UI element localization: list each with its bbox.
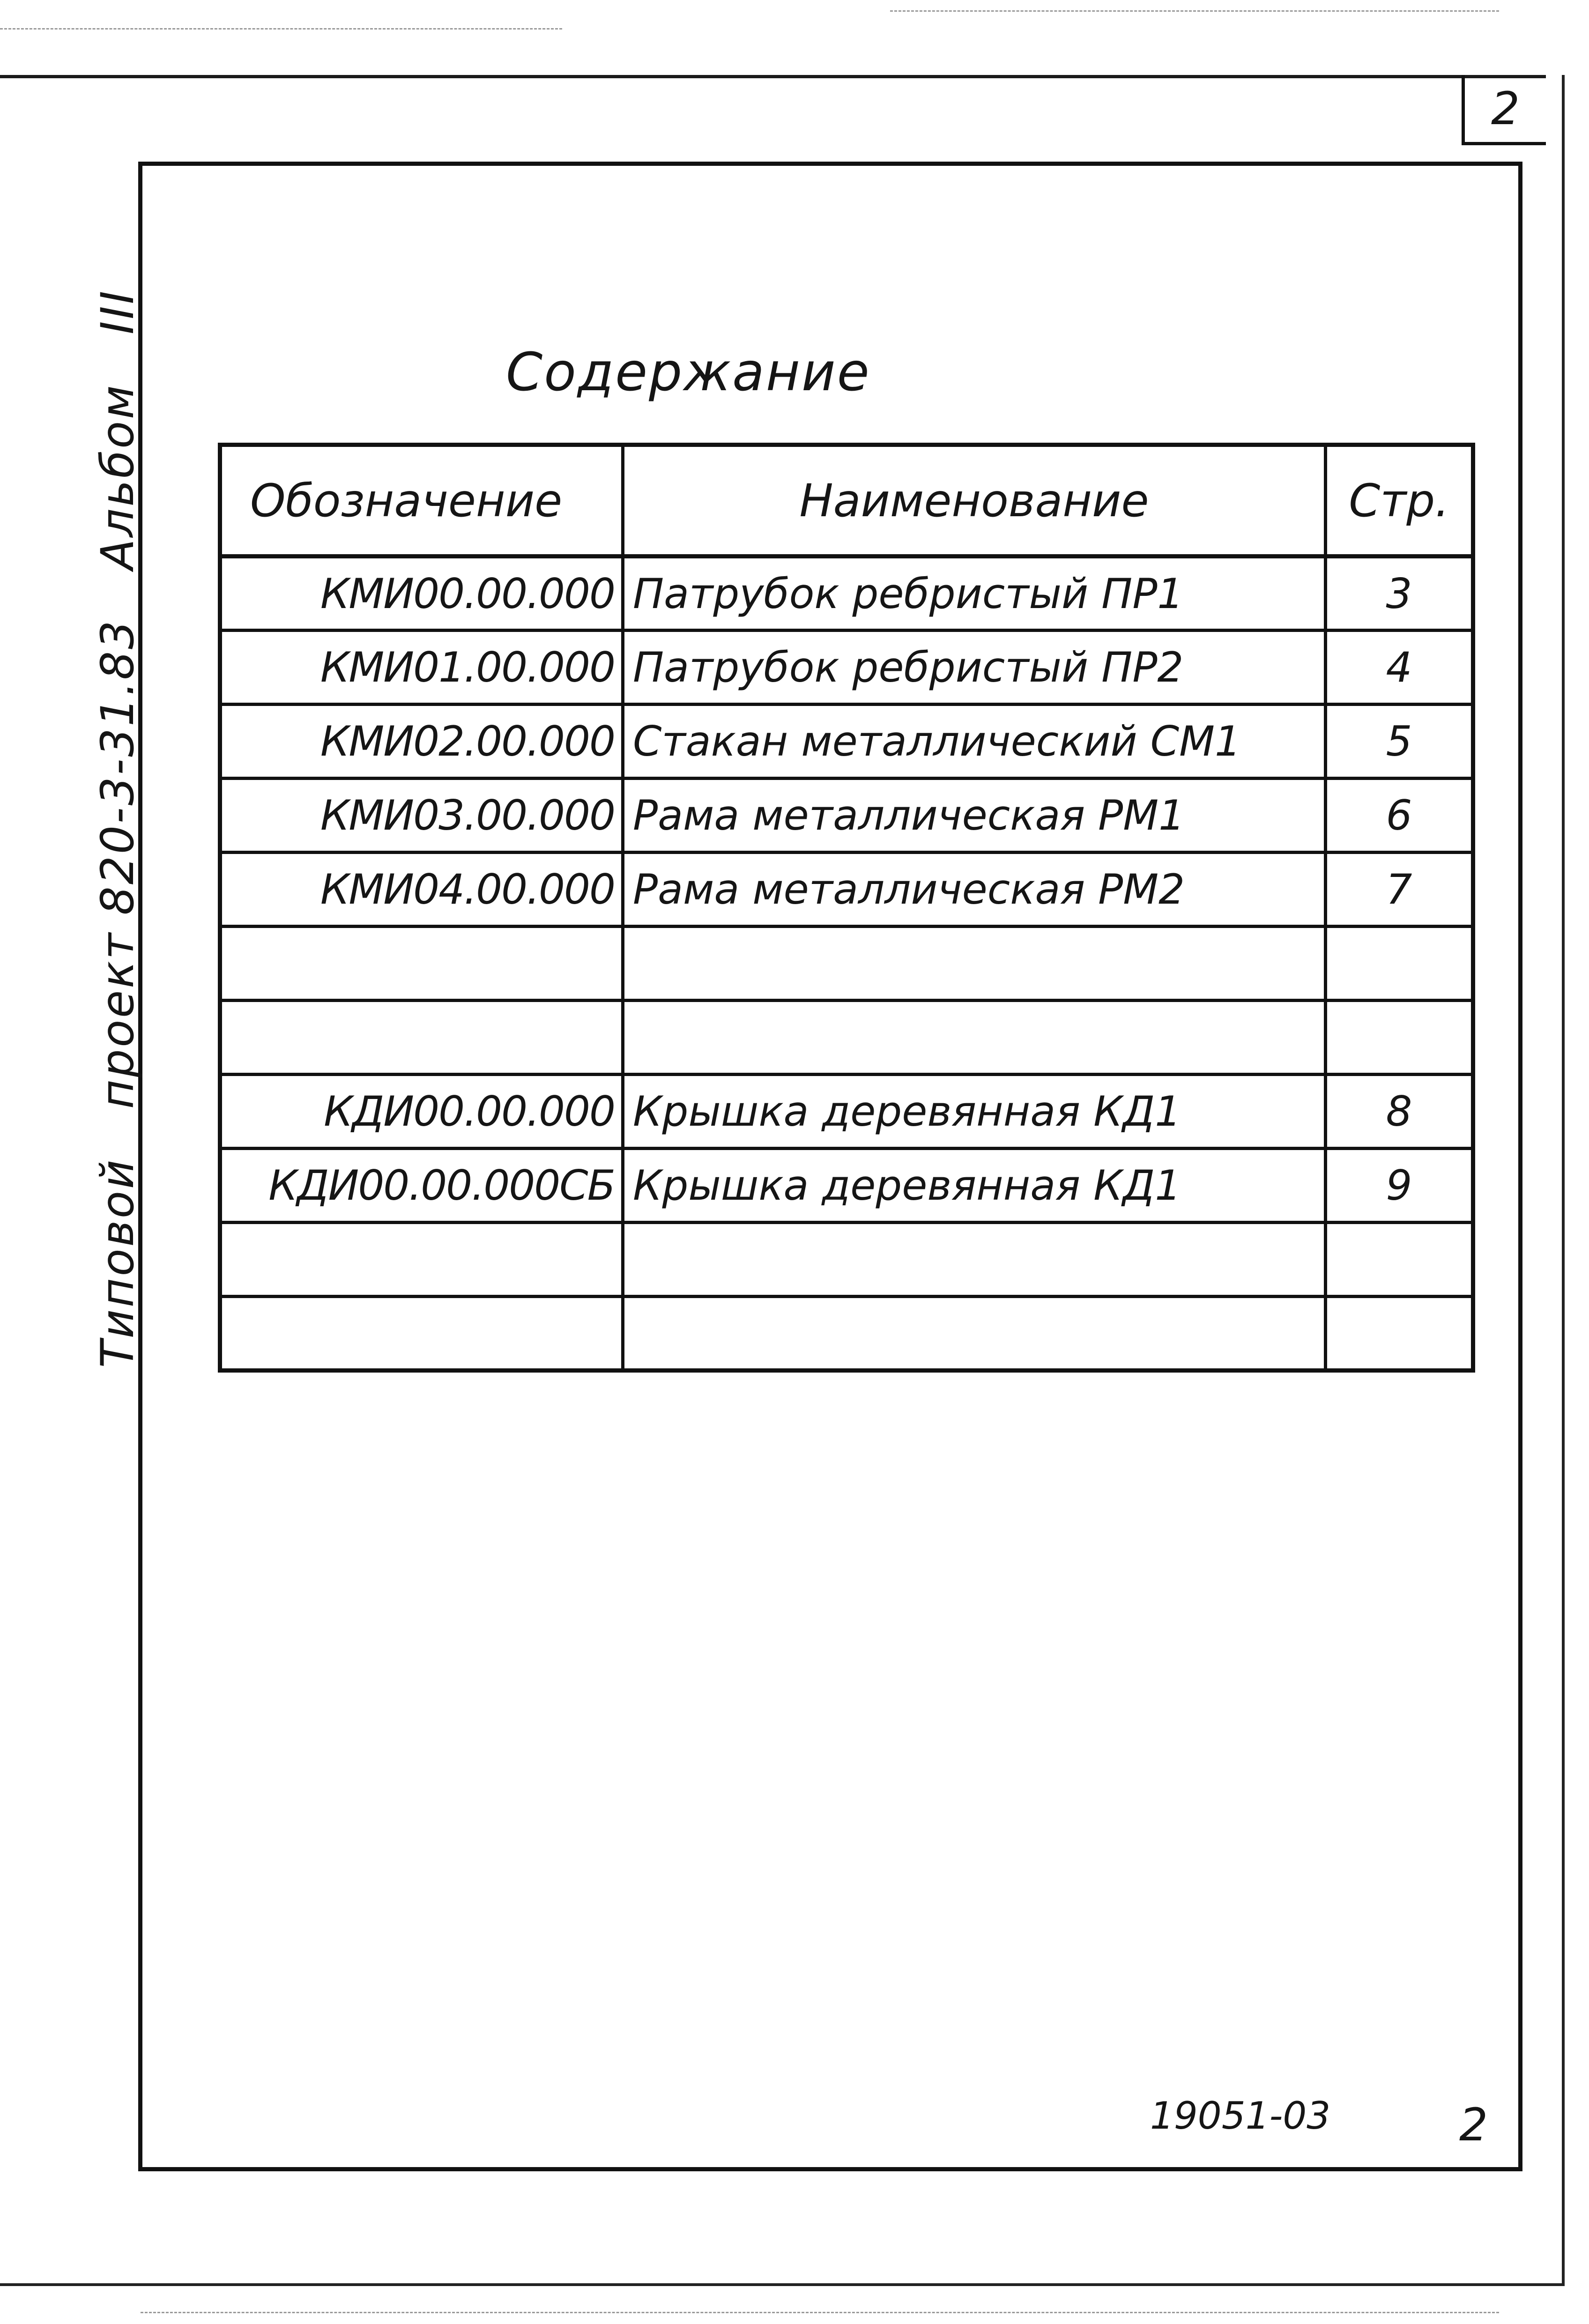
row-designation: КМИ04.00.000 (220, 853, 623, 927)
row-name: Патрубок ребристый ПР1 (623, 557, 1326, 631)
row-name (623, 1297, 1326, 1371)
row-name: Рама металлическая РМ2 (623, 853, 1326, 927)
row-designation (220, 1223, 623, 1297)
row-designation: КМИ01.00.000 (220, 631, 623, 705)
header-name: Наименование (623, 445, 1326, 557)
table-row (220, 705, 1473, 779)
row-designation: КМИ02.00.000 (220, 705, 623, 779)
row-page (1326, 927, 1473, 1001)
side-caption (91, 256, 144, 1368)
table-row (220, 1149, 1473, 1223)
side-caption-album: Альбом (91, 383, 144, 570)
side-caption-project: проект 820-3-31.83 (91, 618, 144, 1109)
row-page: 4 (1326, 631, 1473, 705)
row-name (623, 1223, 1326, 1297)
table-row (220, 853, 1473, 927)
table-row (220, 631, 1473, 705)
corner-sheet-number-text: 2 (1491, 82, 1520, 135)
table-row-empty (220, 927, 1473, 1001)
side-caption-album-number: III (91, 289, 144, 334)
scan-noise-line (0, 28, 562, 30)
row-page: 7 (1326, 853, 1473, 927)
row-page: 3 (1326, 557, 1473, 631)
row-page (1326, 1297, 1473, 1371)
row-designation: КДИ00.00.000СБ (220, 1149, 623, 1223)
document-number: 19051-03 (1150, 2094, 1331, 2138)
header-page: Стр. (1326, 445, 1473, 557)
row-designation: КМИ03.00.000 (220, 779, 623, 853)
row-page: 6 (1326, 779, 1473, 853)
row-name: Крышка деревянная КД1 (623, 1075, 1326, 1149)
header-designation: Обозначение (220, 445, 623, 557)
page-title: Содержание (506, 342, 871, 403)
row-page: 8 (1326, 1075, 1473, 1149)
row-page: 9 (1326, 1149, 1473, 1223)
scan-noise-line (890, 10, 1499, 12)
corner-sheet-number (1462, 75, 1546, 145)
table-row-empty (220, 1297, 1473, 1371)
table-row-empty (220, 1223, 1473, 1297)
table-row-empty (220, 1001, 1473, 1075)
table-row (220, 1075, 1473, 1149)
row-page (1326, 1223, 1473, 1297)
table-row (220, 779, 1473, 853)
row-page (1326, 1001, 1473, 1075)
sheet-number: 2 (1459, 2099, 1488, 2151)
row-designation: КДИ00.00.000 (220, 1075, 623, 1149)
row-name (623, 927, 1326, 1001)
scan-noise-line (141, 2312, 1499, 2313)
row-designation (220, 1297, 623, 1371)
row-name: Стакан металлический СМ1 (623, 705, 1326, 779)
row-name: Рама металлическая РМ1 (623, 779, 1326, 853)
row-name: Крышка деревянная КД1 (623, 1149, 1326, 1223)
contents-table (218, 443, 1475, 1373)
row-designation (220, 1001, 623, 1075)
side-caption-type: Типовой (91, 1158, 144, 1368)
row-designation (220, 927, 623, 1001)
row-name (623, 1001, 1326, 1075)
table-row (220, 557, 1473, 631)
row-designation: КМИ00.00.000 (220, 557, 623, 631)
row-name: Патрубок ребристый ПР2 (623, 631, 1326, 705)
table-header-row (220, 445, 1473, 557)
row-page: 5 (1326, 705, 1473, 779)
